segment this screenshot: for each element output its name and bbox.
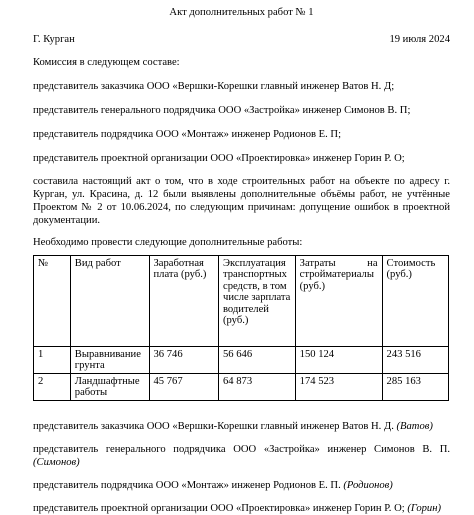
handwritten-signature: (Ватов) [396, 420, 433, 432]
signature-design-org [33, 502, 450, 515]
handwritten-signature: (Симонов) [33, 456, 80, 468]
document-page [0, 6, 474, 514]
table-row [34, 347, 449, 374]
cell-salary: 45 767 [149, 373, 219, 400]
cell-materials: 174 523 [295, 373, 382, 400]
header-cost: Стоимость (руб.) [382, 256, 448, 347]
signature-contractor [33, 479, 450, 492]
table-row [34, 373, 449, 400]
header-materials: Затраты на стройматериалы (руб.) [295, 256, 382, 347]
signature-general-contractor [33, 443, 450, 469]
cell-work-type: Ландшафтные работы [70, 373, 149, 400]
document-title: Акт дополнительных работ № 1 [169, 7, 314, 18]
cell-number: 1 [34, 347, 71, 374]
act-statement: составила настоящий акт о том, что в ходе строительных работ на объекте по адресу г. Курган, ул. Красина, д. 12 были выявлены дополнительные объёмы работ, не учтённые Проектом № 2 от 10.06.2024, по следующим причинам: допущение ошибок в проектной документации. [33, 176, 450, 226]
cell-salary: 36 746 [149, 347, 219, 374]
signature-customer [33, 420, 450, 433]
header-work-type: Вид работ [70, 256, 149, 347]
cell-vehicle-operation: 64 873 [219, 373, 296, 400]
representative-design-org: представитель проектной организации ООО «Проектировка» инженер Горин Р. О; [33, 153, 405, 164]
cell-cost: 285 163 [382, 373, 448, 400]
representative-contractor: представитель подрядчика ООО «Монтаж» инженер Родионов Е. П; [33, 129, 342, 140]
signature-text: представитель генерального подрядчика ООО «Застройка» инженер Симонов В. П. [33, 443, 450, 455]
place-date-line [33, 33, 450, 47]
cell-cost: 243 516 [382, 347, 448, 374]
place: Г. Курган [33, 34, 75, 45]
signature-text: представитель заказчика ООО «Вершки-Корешки главный инженер Ватов Н. Д. [33, 420, 394, 432]
date: 19 июля 2024 [389, 34, 450, 45]
header-salary: Заработная плата (руб.) [149, 256, 219, 347]
table-header-row [34, 256, 449, 347]
additional-works-intro: Необходимо провести следующие дополнительные работы: [33, 237, 303, 248]
cell-number: 2 [34, 373, 71, 400]
cell-work-type: Выравнивание грунта [70, 347, 149, 374]
signature-text: представитель подрядчика ООО «Монтаж» инженер Родионов Е. П. [33, 479, 341, 491]
representative-customer: представитель заказчика ООО «Вершки-Корешки главный инженер Ватов Н. Д; [33, 81, 395, 92]
header-number: № [34, 256, 71, 347]
additional-works-table [33, 255, 449, 401]
header-vehicle-operation: Эксплуатация транспортных средств, в том числе зарплата водителей (руб.) [219, 256, 296, 347]
signatures [33, 420, 450, 515]
handwritten-signature: (Родионов) [343, 479, 393, 491]
signature-text: представитель проектной организации ООО «Проектировка» инженер Горин Р. О; [33, 502, 405, 514]
cell-vehicle-operation: 56 646 [219, 347, 296, 374]
cell-materials: 150 124 [295, 347, 382, 374]
commission-intro: Комиссия в следующем составе: [33, 57, 180, 68]
representative-general-contractor: представитель генерального подрядчика ООО «Застройка» инженер Симонов В. П; [33, 105, 411, 116]
handwritten-signature: (Горин) [407, 502, 442, 514]
